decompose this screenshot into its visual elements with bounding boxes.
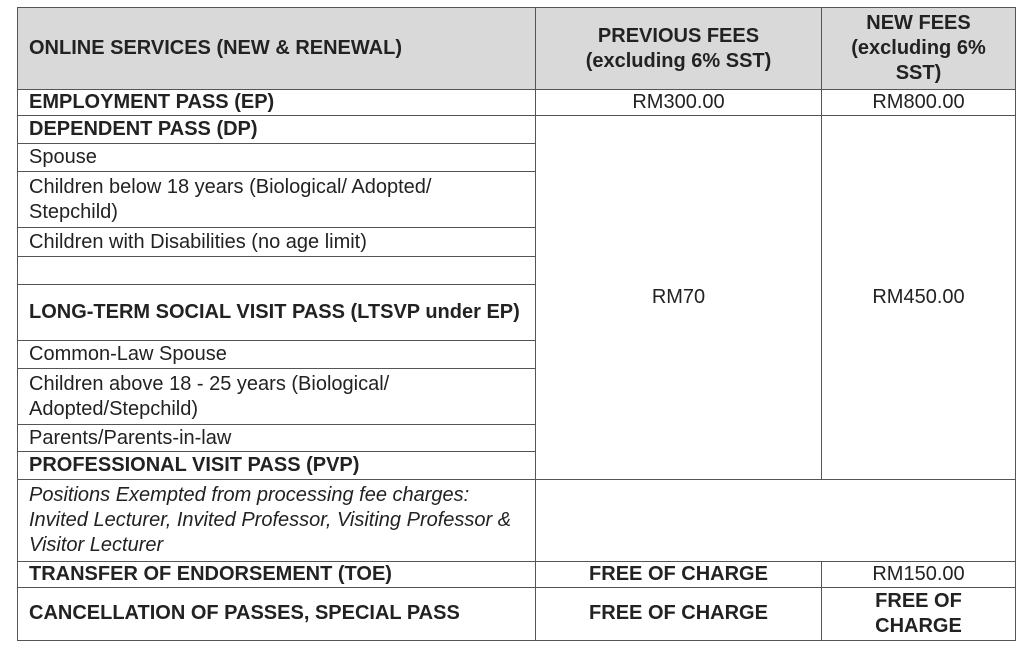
group-previous-fee: RM70 — [536, 116, 822, 480]
row-label-common-law-spouse: Common-Law Spouse — [18, 340, 536, 368]
row-label-toe: TRANSFER OF ENDORSEMENT (TOE) — [18, 561, 536, 587]
cancellation-previous-fee: FREE OF CHARGE — [536, 587, 822, 640]
group-new-fee: RM450.00 — [822, 116, 1016, 480]
table-row — [18, 116, 1016, 144]
row-label-ep: EMPLOYMENT PASS (EP) — [18, 90, 536, 116]
header-new-fees: NEW FEES (excluding 6% SST) — [822, 8, 1016, 90]
row-label-cancellation: CANCELLATION OF PASSES, SPECIAL PASS — [18, 587, 536, 640]
row-label-pvp-exempt: Positions Exempted from processing fee charges: Invited Lecturer, Invited Professor, Visiting Professor & Visitor Lecturer — [18, 480, 536, 561]
table-row — [18, 480, 1016, 561]
header-service: ONLINE SERVICES (NEW & RENEWAL) — [18, 8, 536, 90]
header-previous-fees: PREVIOUS FEES (excluding 6% SST) — [536, 8, 822, 90]
table-header — [18, 8, 1016, 90]
row-label-dp: DEPENDENT PASS (DP) — [18, 116, 536, 144]
row-label-parents: Parents/Parents-in-law — [18, 425, 536, 452]
table-body — [18, 90, 1016, 641]
cancellation-new-fee: FREE OF CHARGE — [822, 587, 1016, 640]
row-label-children-18-25: Children above 18 - 25 years (Biological/ Adopted/Stepchild) — [18, 368, 536, 424]
fees-table — [17, 7, 1016, 641]
row-label-pvp: PROFESSIONAL VISIT PASS (PVP) — [18, 452, 536, 480]
table-row — [18, 561, 1016, 587]
row-label-ltsvp: LONG-TERM SOCIAL VISIT PASS (LTSVP under EP) — [18, 284, 536, 340]
table-row — [18, 587, 1016, 640]
table-row — [18, 90, 1016, 116]
header-row — [18, 8, 1016, 90]
row-label-children-disabilities: Children with Disabilities (no age limit) — [18, 228, 536, 256]
row-label-spouse: Spouse — [18, 144, 536, 172]
row-label-children-below-18: Children below 18 years (Biological/ Adopted/ Stepchild) — [18, 172, 536, 228]
toe-new-fee: RM150.00 — [822, 561, 1016, 587]
ep-previous-fee: RM300.00 — [536, 90, 822, 116]
empty-cell — [18, 256, 536, 284]
toe-previous-fee: FREE OF CHARGE — [536, 561, 822, 587]
ep-new-fee: RM800.00 — [822, 90, 1016, 116]
